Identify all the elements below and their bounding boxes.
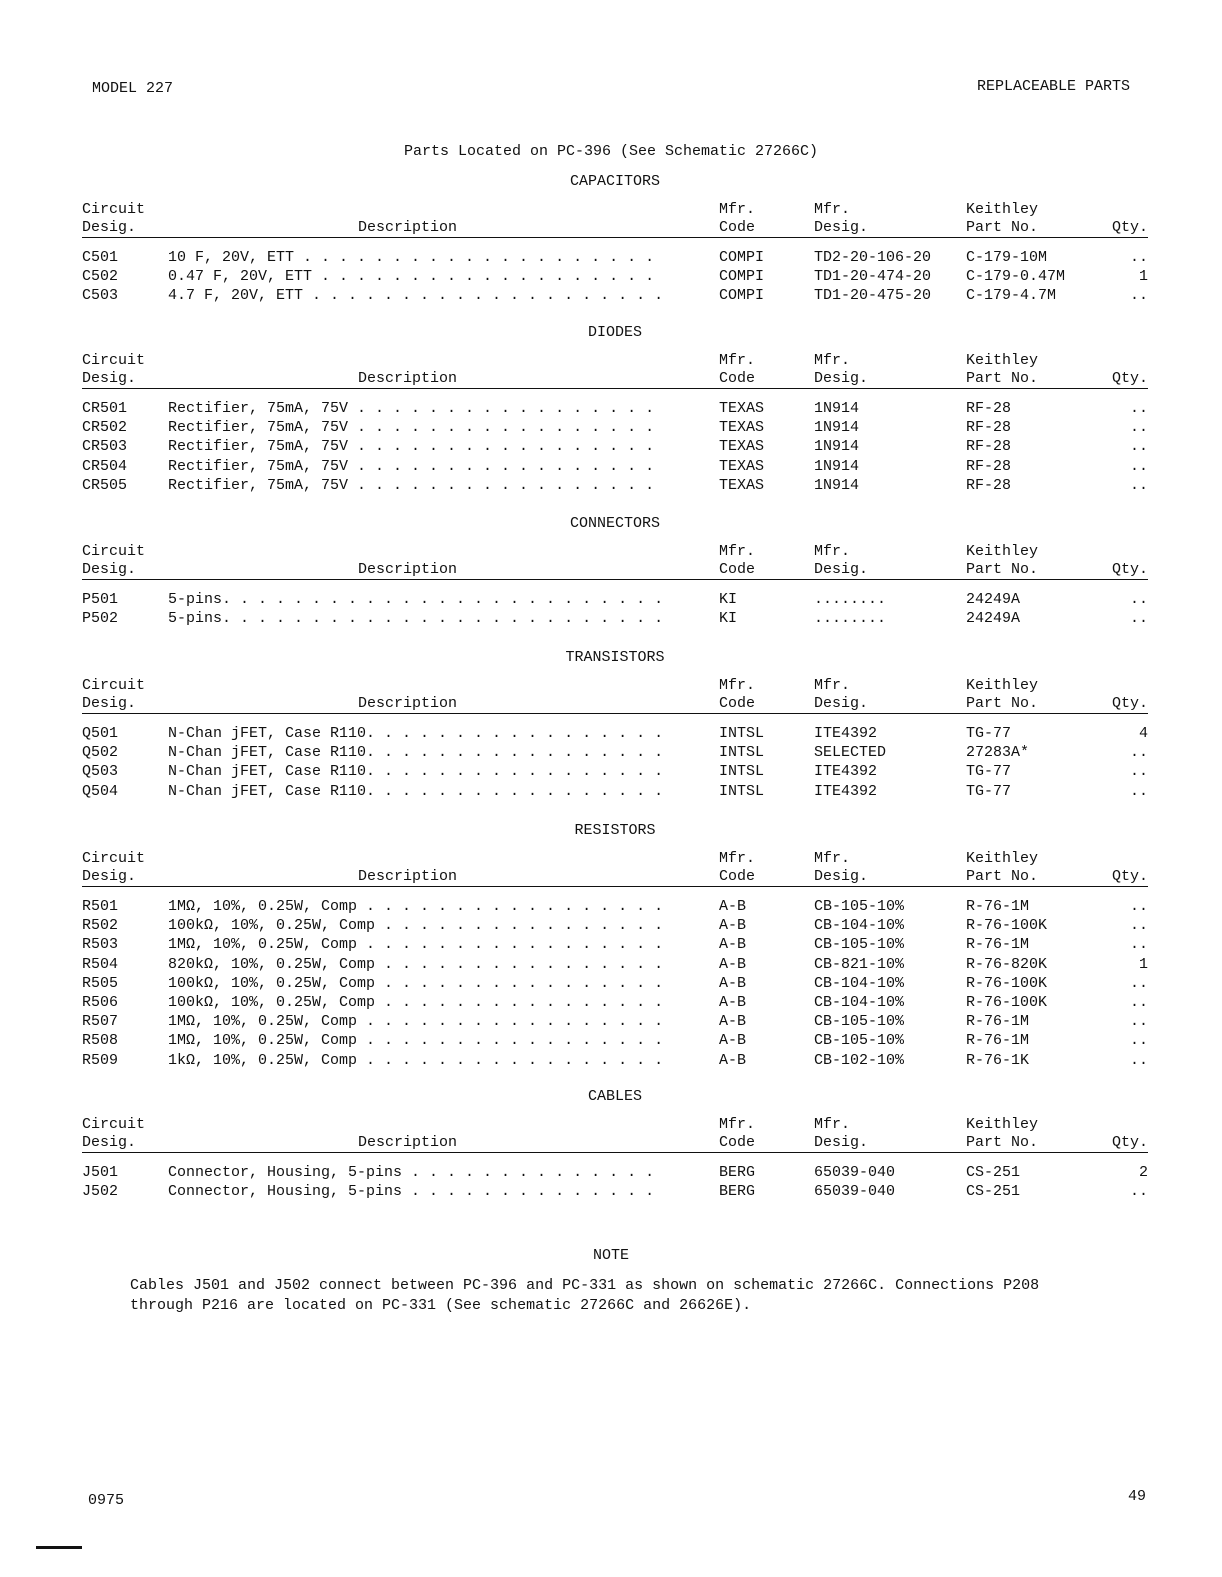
table-row [82, 917, 1148, 936]
section-label: REPLACEABLE PARTS [977, 78, 1131, 95]
header-circuit-desig: Desig. [82, 561, 137, 578]
qty: .. [1129, 419, 1148, 437]
header-keithley-part-line1: Keithley [966, 677, 1039, 694]
header-keithley-part: Part No. [966, 370, 1039, 387]
description: 100kΩ, 10%, 0.25W, Comp . . . . . . . . . . . . . . . . [168, 917, 664, 935]
circuit-desig: J501 [82, 1164, 119, 1181]
header-rule [82, 579, 1148, 580]
mfr-code: KI [719, 610, 738, 628]
mfr-desig: ........ [814, 610, 887, 628]
qty: .. [1129, 457, 1148, 475]
table-row [82, 994, 1148, 1013]
table-row [82, 591, 1148, 610]
description: N-Chan jFET, Case R110. . . . . . . . . . . . . . . . . [168, 763, 664, 781]
mfr-code: KI [719, 591, 738, 608]
mfr-desig: CB-104-10% [814, 993, 905, 1011]
circuit-desig: R509 [82, 1051, 119, 1069]
header-mfr-desig-line1: Mfr. [814, 1116, 851, 1133]
header-circuit-desig-line1: Circuit [82, 352, 146, 369]
header-circuit-desig-line1: Circuit [82, 543, 146, 560]
keithley-part-no: RF-28 [966, 457, 1012, 475]
table-row [82, 956, 1148, 975]
header-keithley-part-line1: Keithley [966, 850, 1039, 867]
mfr-code: INTSL [719, 763, 765, 781]
circuit-desig: CR504 [82, 457, 128, 475]
mfr-code: COMPI [719, 268, 765, 286]
keithley-part-no: C-179-4.7M [966, 287, 1057, 305]
mfr-desig: CB-104-10% [814, 974, 905, 992]
circuit-desig: CR503 [82, 438, 128, 456]
mfr-desig: 1N914 [814, 457, 860, 475]
circuit-desig: R501 [82, 898, 119, 915]
mfr-code: COMPI [719, 249, 765, 266]
description: 1MΩ, 10%, 0.25W, Comp . . . . . . . . . . . . . . . . . [168, 898, 664, 915]
table-row [82, 763, 1148, 782]
table-row [82, 1013, 1148, 1032]
header-mfr-code: Code [719, 868, 756, 885]
parts-table [82, 1164, 1148, 1202]
description: 0.47 F, 20V, ETT . . . . . . . . . . . . . . . . . . . [168, 268, 655, 286]
header-qty: Qty. [1111, 370, 1148, 387]
header-rule [82, 388, 1148, 389]
mfr-code: A-B [719, 955, 747, 973]
mfr-code: A-B [719, 974, 747, 992]
mfr-code: INTSL [719, 782, 765, 800]
header-circuit-desig: Desig. [82, 868, 137, 885]
qty: .. [1129, 917, 1148, 935]
table-row [82, 458, 1148, 477]
table-row [82, 744, 1148, 763]
keithley-part-no: RF-28 [966, 476, 1012, 494]
qty: 1 [1138, 955, 1148, 973]
qty: .. [1129, 1032, 1148, 1050]
page-number: 49 [1128, 1488, 1147, 1505]
header-rule [82, 886, 1148, 887]
table-row [82, 975, 1148, 994]
header-description: Description [358, 561, 458, 578]
circuit-desig: R503 [82, 936, 119, 954]
mfr-desig: TD2-20-106-20 [814, 249, 932, 266]
keithley-part-no: RF-28 [966, 438, 1012, 456]
keithley-part-no: C-179-0.47M [966, 268, 1066, 286]
description: 100kΩ, 10%, 0.25W, Comp . . . . . . . . . . . . . . . . [168, 993, 664, 1011]
description: Rectifier, 75mA, 75V . . . . . . . . . . . . . . . . . [168, 438, 655, 456]
description: Connector, Housing, 5-pins . . . . . . . . . . . . . . [168, 1183, 655, 1201]
circuit-desig: R508 [82, 1032, 119, 1050]
keithley-part-no: 27283A* [966, 744, 1030, 762]
section-title: DIODES [587, 324, 642, 341]
circuit-desig: P501 [82, 591, 119, 608]
mfr-code: BERG [719, 1183, 756, 1201]
table-row [82, 400, 1148, 419]
parts-table [82, 249, 1148, 307]
description: 4.7 F, 20V, ETT . . . . . . . . . . . . . . . . . . . . [168, 287, 664, 305]
qty: .. [1129, 974, 1148, 992]
section-title: CABLES [587, 1088, 642, 1105]
circuit-desig: Q504 [82, 782, 119, 800]
qty: .. [1129, 476, 1148, 494]
note-text: Cables J501 and J502 connect between PC-396 and PC-331 as shown on schematic 27266C. Connections P208 through P216 are located on PC-331 (See schematic 27266C and 26626E). [130, 1277, 1040, 1314]
qty: .. [1129, 400, 1148, 417]
qty: .. [1129, 287, 1148, 305]
qty: .. [1129, 763, 1148, 781]
header-circuit-desig-line1: Circuit [82, 1116, 146, 1133]
description: Rectifier, 75mA, 75V . . . . . . . . . . . . . . . . . [168, 457, 655, 475]
mfr-code: COMPI [719, 287, 765, 305]
qty: .. [1129, 1183, 1148, 1201]
header-qty: Qty. [1111, 868, 1148, 885]
header-mfr-code-line1: Mfr. [719, 677, 756, 694]
description: N-Chan jFET, Case R110. . . . . . . . . . . . . . . . . [168, 782, 664, 800]
table-row [82, 1183, 1148, 1202]
keithley-part-no: 24249A [966, 591, 1021, 608]
header-keithley-part: Part No. [966, 868, 1039, 885]
mfr-code: INTSL [719, 744, 765, 762]
header-mfr-code-line1: Mfr. [719, 543, 756, 560]
header-circuit-desig: Desig. [82, 695, 137, 712]
mfr-desig: ITE4392 [814, 763, 878, 781]
section-title: CONNECTORS [569, 515, 660, 532]
qty: .. [1129, 898, 1148, 915]
qty: .. [1129, 438, 1148, 456]
parts-table [82, 591, 1148, 629]
table-row [82, 1164, 1148, 1183]
keithley-part-no: R-76-1M [966, 1032, 1030, 1050]
description: Connector, Housing, 5-pins . . . . . . . . . . . . . . [168, 1164, 655, 1181]
mfr-desig: CB-105-10% [814, 898, 905, 915]
description: Rectifier, 75mA, 75V . . . . . . . . . . . . . . . . . [168, 400, 655, 417]
circuit-desig: CR502 [82, 419, 128, 437]
header-circuit-desig: Desig. [82, 370, 137, 387]
header-keithley-part-line1: Keithley [966, 543, 1039, 560]
qty: .. [1129, 591, 1148, 608]
section-title: CAPACITORS [569, 173, 660, 190]
header-keithley-part-line1: Keithley [966, 1116, 1039, 1133]
header-mfr-code-line1: Mfr. [719, 850, 756, 867]
mfr-desig: CB-821-10% [814, 955, 905, 973]
description: 5-pins. . . . . . . . . . . . . . . . . . . . . . . . . [168, 591, 664, 608]
header-circuit-desig-line1: Circuit [82, 201, 146, 218]
mfr-desig: CB-105-10% [814, 1013, 905, 1031]
header-circuit-desig-line1: Circuit [82, 677, 146, 694]
circuit-desig: C503 [82, 287, 119, 305]
circuit-desig: CR501 [82, 400, 128, 417]
parts-table [82, 725, 1148, 802]
page-title: Parts Located on PC-396 (See Schematic 27266C) [403, 143, 819, 160]
description: Rectifier, 75mA, 75V . . . . . . . . . . . . . . . . . [168, 476, 655, 494]
mfr-desig: CB-105-10% [814, 1032, 905, 1050]
circuit-desig: R506 [82, 993, 119, 1011]
mfr-code: A-B [719, 1051, 747, 1069]
header-mfr-code: Code [719, 561, 756, 578]
description: 100kΩ, 10%, 0.25W, Comp . . . . . . . . . . . . . . . . [168, 974, 664, 992]
qty: 4 [1138, 725, 1148, 742]
header-mfr-desig-line1: Mfr. [814, 850, 851, 867]
model-label: MODEL 227 [92, 80, 174, 97]
mfr-desig: CB-105-10% [814, 936, 905, 954]
header-keithley-part: Part No. [966, 695, 1039, 712]
header-qty: Qty. [1111, 219, 1148, 236]
keithley-part-no: CS-251 [966, 1183, 1021, 1201]
table-row [82, 477, 1148, 496]
header-mfr-code-line1: Mfr. [719, 201, 756, 218]
keithley-part-no: R-76-100K [966, 974, 1048, 992]
circuit-desig: CR505 [82, 476, 128, 494]
mfr-desig: 65039-040 [814, 1164, 896, 1181]
note-title: NOTE [592, 1247, 629, 1264]
header-qty: Qty. [1111, 561, 1148, 578]
mfr-desig: 1N914 [814, 476, 860, 494]
header-mfr-desig: Desig. [814, 370, 869, 387]
mfr-code: A-B [719, 1013, 747, 1031]
keithley-part-no: TG-77 [966, 763, 1012, 781]
keithley-part-no: R-76-1K [966, 1051, 1030, 1069]
section-title: RESISTORS [574, 822, 656, 839]
header-mfr-code: Code [719, 219, 756, 236]
header-mfr-desig-line1: Mfr. [814, 677, 851, 694]
qty: .. [1129, 249, 1148, 266]
mfr-code: TEXAS [719, 400, 765, 417]
keithley-part-no: C-179-10M [966, 249, 1048, 266]
header-description: Description [358, 1134, 458, 1151]
table-row [82, 419, 1148, 438]
circuit-desig: Q503 [82, 763, 119, 781]
table-row [82, 1052, 1148, 1071]
mfr-desig: 1N914 [814, 438, 860, 456]
header-mfr-desig: Desig. [814, 868, 869, 885]
footer-code: 0975 [88, 1492, 125, 1509]
mfr-code: TEXAS [719, 438, 765, 456]
keithley-part-no: R-76-820K [966, 955, 1048, 973]
mfr-code: A-B [719, 936, 747, 954]
table-row [82, 898, 1148, 917]
qty: .. [1129, 1051, 1148, 1069]
qty: .. [1129, 610, 1148, 628]
mfr-code: A-B [719, 993, 747, 1011]
keithley-part-no: TG-77 [966, 725, 1012, 742]
header-rule [82, 1152, 1148, 1153]
description: N-Chan jFET, Case R110. . . . . . . . . . . . . . . . . [168, 725, 664, 742]
header-mfr-code: Code [719, 1134, 756, 1151]
scan-mark [36, 1546, 82, 1549]
description: 1kΩ, 10%, 0.25W, Comp . . . . . . . . . . . . . . . . . [168, 1051, 664, 1069]
header-description: Description [358, 695, 458, 712]
mfr-code: TEXAS [719, 457, 765, 475]
keithley-part-no: RF-28 [966, 419, 1012, 437]
parts-table [82, 898, 1148, 1071]
circuit-desig: C501 [82, 249, 119, 266]
circuit-desig: Q501 [82, 725, 119, 742]
circuit-desig: R507 [82, 1013, 119, 1031]
header-mfr-code: Code [719, 695, 756, 712]
header-mfr-desig-line1: Mfr. [814, 352, 851, 369]
mfr-code: TEXAS [719, 419, 765, 437]
keithley-part-no: CS-251 [966, 1164, 1021, 1181]
header-keithley-part: Part No. [966, 561, 1039, 578]
keithley-part-no: R-76-1M [966, 936, 1030, 954]
table-row [82, 783, 1148, 802]
circuit-desig: Q502 [82, 744, 119, 762]
mfr-desig: ITE4392 [814, 782, 878, 800]
keithley-part-no: R-76-1M [966, 898, 1030, 915]
mfr-desig: ........ [814, 591, 887, 608]
header-keithley-part-line1: Keithley [966, 201, 1039, 218]
mfr-code: BERG [719, 1164, 756, 1181]
table-row [82, 438, 1148, 457]
parts-table [82, 400, 1148, 496]
mfr-code: A-B [719, 917, 747, 935]
mfr-code: A-B [719, 898, 747, 915]
header-mfr-desig: Desig. [814, 561, 869, 578]
mfr-code: INTSL [719, 725, 765, 742]
section-title: TRANSISTORS [565, 649, 665, 666]
table-row [82, 610, 1148, 629]
keithley-part-no: R-76-1M [966, 1013, 1030, 1031]
description: Rectifier, 75mA, 75V . . . . . . . . . . . . . . . . . [168, 419, 655, 437]
header-description: Description [358, 868, 458, 885]
header-keithley-part: Part No. [966, 219, 1039, 236]
header-mfr-desig-line1: Mfr. [814, 543, 851, 560]
table-row [82, 1032, 1148, 1051]
mfr-code: TEXAS [719, 476, 765, 494]
mfr-desig: ITE4392 [814, 725, 878, 742]
mfr-code: A-B [719, 1032, 747, 1050]
header-mfr-desig-line1: Mfr. [814, 201, 851, 218]
circuit-desig: C502 [82, 268, 119, 286]
table-row [82, 725, 1148, 744]
header-mfr-code-line1: Mfr. [719, 1116, 756, 1133]
description: 1MΩ, 10%, 0.25W, Comp . . . . . . . . . . . . . . . . . [168, 936, 664, 954]
mfr-desig: 1N914 [814, 419, 860, 437]
mfr-desig: 65039-040 [814, 1183, 896, 1201]
description: 820kΩ, 10%, 0.25W, Comp . . . . . . . . . . . . . . . . [168, 955, 664, 973]
qty: .. [1129, 936, 1148, 954]
table-row [82, 936, 1148, 955]
header-mfr-desig: Desig. [814, 1134, 869, 1151]
header-mfr-code: Code [719, 370, 756, 387]
mfr-desig: SELECTED [814, 744, 887, 762]
table-row [82, 268, 1148, 287]
qty: .. [1129, 782, 1148, 800]
keithley-part-no: R-76-100K [966, 993, 1048, 1011]
mfr-desig: CB-102-10% [814, 1051, 905, 1069]
description: 1MΩ, 10%, 0.25W, Comp . . . . . . . . . . . . . . . . . [168, 1032, 664, 1050]
header-description: Description [358, 219, 458, 236]
header-qty: Qty. [1111, 1134, 1148, 1151]
circuit-desig: R504 [82, 955, 119, 973]
header-circuit-desig: Desig. [82, 219, 137, 236]
header-qty: Qty. [1111, 695, 1148, 712]
circuit-desig: R502 [82, 917, 119, 935]
header-mfr-desig: Desig. [814, 219, 869, 236]
table-row [82, 287, 1148, 306]
qty: .. [1129, 744, 1148, 762]
keithley-part-no: TG-77 [966, 782, 1012, 800]
keithley-part-no: R-76-100K [966, 917, 1048, 935]
qty: 2 [1138, 1164, 1148, 1181]
header-circuit-desig: Desig. [82, 1134, 137, 1151]
table-row [82, 249, 1148, 268]
circuit-desig: P502 [82, 610, 119, 628]
qty: 1 [1138, 268, 1148, 286]
header-keithley-part-line1: Keithley [966, 352, 1039, 369]
keithley-part-no: RF-28 [966, 400, 1012, 417]
header-mfr-code-line1: Mfr. [719, 352, 756, 369]
circuit-desig: R505 [82, 974, 119, 992]
mfr-desig: CB-104-10% [814, 917, 905, 935]
description: 10 F, 20V, ETT . . . . . . . . . . . . . . . . . . . . [168, 249, 655, 266]
qty: .. [1129, 1013, 1148, 1031]
description: 5-pins. . . . . . . . . . . . . . . . . . . . . . . . . [168, 610, 664, 628]
header-circuit-desig-line1: Circuit [82, 850, 146, 867]
header-description: Description [358, 370, 458, 387]
mfr-desig: TD1-20-474-20 [814, 268, 932, 286]
header-keithley-part: Part No. [966, 1134, 1039, 1151]
description: 1MΩ, 10%, 0.25W, Comp . . . . . . . . . . . . . . . . . [168, 1013, 664, 1031]
header-rule [82, 713, 1148, 714]
mfr-desig: TD1-20-475-20 [814, 287, 932, 305]
qty: .. [1129, 993, 1148, 1011]
mfr-desig: 1N914 [814, 400, 860, 417]
header-rule [82, 237, 1148, 238]
circuit-desig: J502 [82, 1183, 119, 1201]
description: N-Chan jFET, Case R110. . . . . . . . . . . . . . . . . [168, 744, 664, 762]
header-mfr-desig: Desig. [814, 695, 869, 712]
keithley-part-no: 24249A [966, 610, 1021, 628]
